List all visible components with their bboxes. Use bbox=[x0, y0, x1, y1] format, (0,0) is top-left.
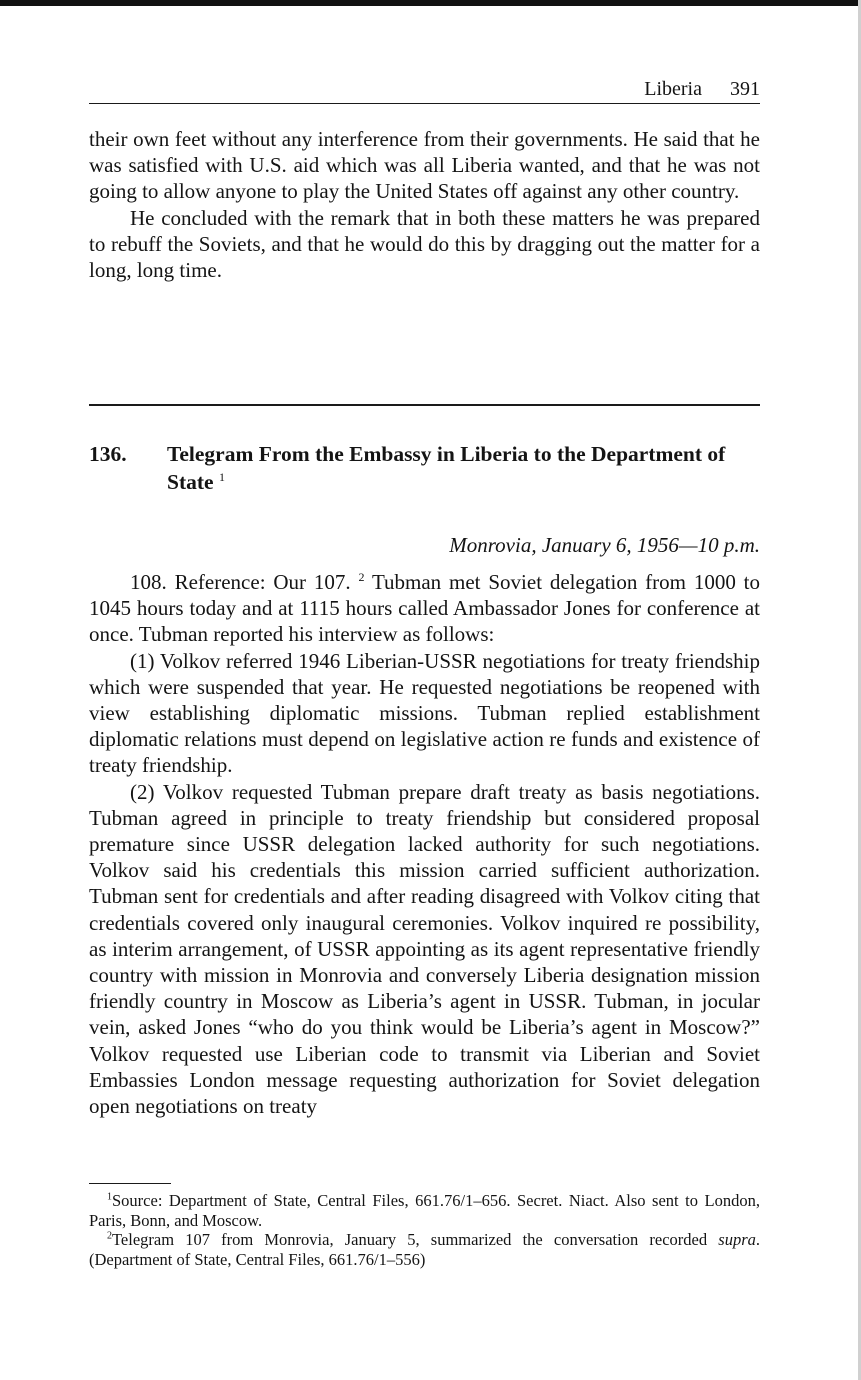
footnote-rule bbox=[89, 1183, 171, 1184]
footnote-1-text: Source: Department of State, Central Files, 661.76/1–656. Secret. Niact. Also sent to London, Paris, Bonn, and Moscow. bbox=[89, 1191, 760, 1230]
continuation-text bbox=[89, 126, 760, 283]
footnote-2-mark: 2 bbox=[107, 1230, 112, 1242]
telegram-paragraph-2: (1) Volkov referred 1946 Liberian-USSR negotiations for treaty friendship which were suspended that year. He requested negotiations be reopened with view establishing diplomatic missions. Tubman replied establishment diplomatic relations must depend on legislative action re funds and existence of treaty friendship. bbox=[89, 648, 760, 778]
document-title-text: Telegram From the Embassy in Liberia to the Department of State bbox=[167, 442, 726, 494]
running-head-section: Liberia bbox=[644, 78, 702, 100]
footnote-1 bbox=[89, 1191, 760, 1230]
footnote-2 bbox=[89, 1230, 760, 1269]
telegram-paragraph-1 bbox=[89, 569, 760, 648]
continuation-paragraph-1: their own feet without any interference from their governments. He said that he was satisfied with U.S. aid which was all Liberia wanted, and that he was not going to allow anyone to play the United States off against any other country. bbox=[89, 127, 760, 204]
page-top-edge bbox=[0, 0, 861, 6]
footnote-ref-1: 1 bbox=[218, 469, 225, 484]
document-heading bbox=[89, 440, 760, 496]
footnote-2-supra: supra bbox=[718, 1230, 756, 1249]
telegram-paragraph-1-start: 108. Reference: Our 107. bbox=[130, 570, 351, 594]
page-number: 391 bbox=[730, 78, 760, 100]
dateline: Monrovia, January 6, 1956—10 p.m. bbox=[449, 533, 760, 557]
document-title bbox=[167, 440, 760, 496]
footnote-2-text-a: Telegram 107 from Monrovia, January 5, summarized the conversation recorded bbox=[112, 1230, 708, 1249]
section-divider bbox=[89, 404, 760, 406]
continuation-paragraph-2: He concluded with the remark that in both these matters he was prepared to rebuff the Soviets, and that he would do this by dragging out the matter for a long, long time. bbox=[89, 205, 760, 283]
telegram-paragraph-3: (2) Volkov requested Tubman prepare draft treaty as basis negotiations. Tubman agreed in principle to treaty friendship but considered proposal premature since USSR delegation lacked authority for such negotiations. Volkov said his credentials this mission carried sufficient authorization. Tubman sent for credentials and after reading disagreed with Volkov citing that credentials covered only inaugural ceremonies. Volkov inquired re possibility, as interim arrangement, of USSR appointing as its agent representative friendly country with mission in Monrovia and conversely Liberia designation mission friendly country in Moscow as Liberia’s agent in USSR. Tubman, in jocular vein, asked Jones “who do you think would be Liberia’s agent in Moscow?” Volkov requested use Liberian code to transmit via Liberian and Soviet Embassies London message requesting authorization for Soviet delegation open negotiations on treaty bbox=[89, 779, 760, 1119]
telegram-body bbox=[89, 569, 760, 1119]
footnote-ref-2: 2 bbox=[358, 570, 365, 584]
document-number: 136. bbox=[89, 442, 127, 466]
running-head bbox=[89, 76, 760, 104]
footnote-2-text-b: . (Department of State, Central Files, 661.76/1–556) bbox=[89, 1230, 760, 1269]
telegram-paragraph-1-rest: Tubman met Soviet delegation from 1000 to 1045 hours today and at 1115 hours called Ambassador Jones for conference at once. Tubman reported his interview as follows: bbox=[89, 570, 761, 647]
footnote-1-mark: 1 bbox=[107, 1191, 112, 1203]
footnotes bbox=[89, 1191, 760, 1269]
